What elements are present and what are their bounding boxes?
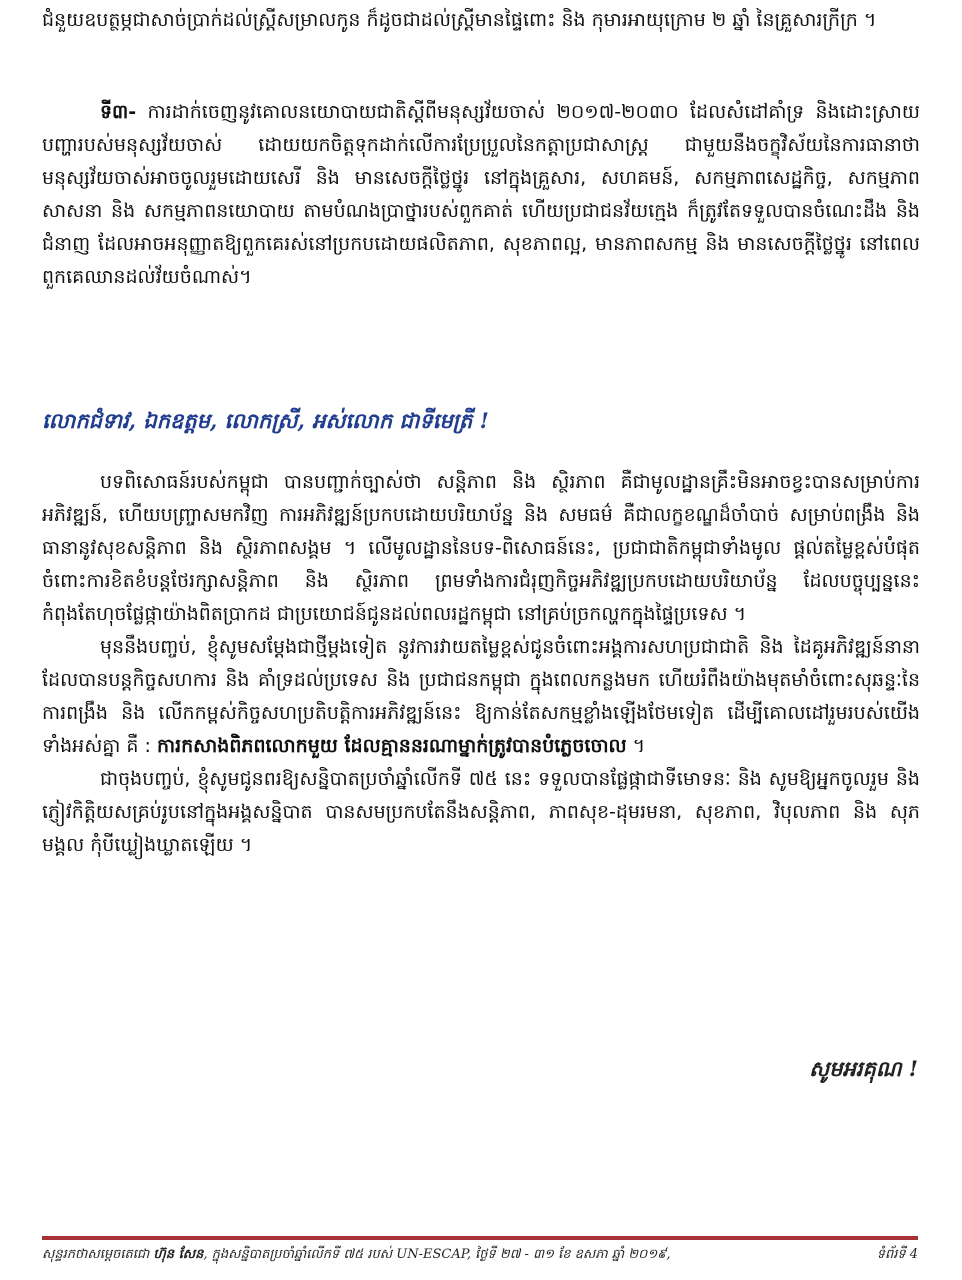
closing-paragraph: ជាចុងបញ្ចប់, ខ្ញុំសូមជូនពរឱ្យសន្និបាតប្រចាំឆ្នាំលើកទី ៧៥ នេះ ទទួលបានផ្លែផ្កាជាទីមោទនៈ និង សូមឱ្យអ្នកចូលរួម និង ភ្ញៀវកិត្តិយសគ្រប់រូបនៅក្នុងអង្គសន្និបាត បានសមប្រកបតែនឹងសន្តិភាព, ភាពសុខ-ដុមរមនា, សុខភាព, វិបុលភាព និង សុភមង្គល កុំបីឃ្លៀងឃ្លាតឡើយ ។ [42,768,920,856]
page-number: ទំព័រទី 4 [876,1247,918,1262]
thank-you-line: សូមអរគុណ ! [809,1056,918,1081]
opening-paragraph [42,4,920,37]
gratitude-end: ។ [626,735,646,757]
gratitude-paragraph [42,631,920,763]
footer-speaker-name: ហ៊ុន សែន [153,1247,204,1262]
gratitude-emphasis: ការកសាងពិភពលោកមួយ ដែលគ្មាននរណាម្នាក់ត្រូវបានបំភ្លេចចោល [156,735,627,757]
peace-paragraph: បទពិសោធន៍របស់កម្ពុជា បានបញ្ជាក់ច្បាស់ថា សន្តិភាព និង ស្ថិរភាព គឺជាមូលដ្ឋានគ្រឹះមិនអាចខ្វះបានសម្រាប់ការអភិវឌ្ឍន៍, ហើយបញ្ច្រាសមកវិញ ការអភិវឌ្ឍន៍ប្រកបដោយបរិយាប័ន្ន និង សមធម៌ គឺជាលក្ខខណ្ឌដ៏ចាំបាច់ សម្រាប់ពង្រឹង និង ធានានូវសុខសន្តិភាព និង ស្ថិរភាពសង្គម ។ លើមូលដ្ឋាននៃបទ-ពិសោធន៍នេះ, ប្រជាជាតិកម្ពុជាទាំងមូល ផ្តល់តម្លៃខ្ពស់បំផុតចំពោះការខិតខំបន្តថែរក្សាសន្តិភាព និង ស្ថិរភាព ព្រមទាំងការជំរុញកិច្ចអភិវឌ្ឍប្រកបដោយបរិយាប័ន្ន ដែលបច្ចុប្បន្ននេះ កំពុងតែហុចផ្លែផ្កាយ៉ាងពិតប្រាកដ ជាប្រយោជន៍ជូនដល់ពលរដ្ឋកម្ពុជា នៅគ្រប់ច្រកល្ហកក្នុងផ្ទៃប្រទេស ។ [42,471,920,625]
item-three-paragraph [42,96,920,294]
salutation-heading: លោកជំទាវ, ឯកឧត្តម, លោកស្រី, អស់លោក ជាទីមេត្រី ! [42,408,489,433]
item-three-body: ការដាក់ចេញនូវគោលនយោបាយជាតិស្តីពីមនុស្សវ័យចាស់ ២០១៧-២០៣០ ដែលសំដៅគាំទ្រ និងដោះស្រាយបញ្ហារបស់មនុស្សវ័យចាស់ ដោយយកចិត្តទុកដាក់លើការប្រែប្រួលនៃកត្តាប្រជាសាស្ត្រ ជាមួយនឹងចក្ខុវិស័យនៃការធានាថា មនុស្សវ័យចាស់អាចចូលរួមដោយសេរី និង មានសេចក្តីថ្លៃថ្នូរ នៅក្នុងគ្រួសារ, សហគមន៍, សកម្មភាពសេដ្ឋកិច្ច, សកម្មភាពសាសនា និង សកម្មភាពនយោបាយ តាមបំណងប្រាថ្នារបស់ពួកគាត់ ហើយប្រជាជនវ័យក្មេង ក៏ត្រូវតែទទួលបានចំណេះដឹង និង ជំនាញ ដែលអាចអនុញ្ញាតឱ្យពួកគេរស់នៅប្រកបដោយផលិតភាព, សុខភាពល្អ, មានភាពសកម្ម និង មានសេចក្តីថ្លៃថ្នូរ នៅពេលពួកគេឈានដល់វ័យចំណាស់។ [42,101,920,288]
footer-caption [42,1243,820,1267]
gratitude-text: មុននឹងបញ្ចប់, ខ្ញុំសូមសម្តែងជាថ្មីម្តងទៀត នូវការវាយតម្លៃខ្ពស់ជូនចំពោះអង្គការសហប្រជាជាតិ និង ដៃគូអភិវឌ្ឍន៍នានា ដែលបានបន្តកិច្ចសហការ និង គាំទ្រដល់ប្រទេស និង ប្រជាជនកម្ពុជា ក្នុងពេលកន្លងមក ហើយរំពឹងយ៉ាងមុតមាំចំពោះសុឆន្ទៈនៃការពង្រឹង និង លើកកម្ពស់កិច្ចសហប្រតិបត្តិការអភិវឌ្ឍន៍នេះ ឱ្យកាន់តែសកម្មខ្លាំងឡើងថែមទៀត ដើម្បីគោលដៅរួមរបស់យើងទាំងអស់គ្នា គឺ : [42,636,920,757]
footer-caption-end: , ក្នុងសន្និបាតប្រចាំឆ្នាំលើកទី ៧៥ របស់ UN-ESCAP, ថ្ងៃទី ២៧ - ៣១ ខែ ឧសភា ឆ្នាំ ២០១៩, [203,1247,671,1262]
item-three-number: ទី៣- [100,101,137,123]
footer-divider [42,1236,918,1240]
item-three-text [42,96,920,294]
footer-caption-start: សុន្ទរកថាសម្តេចតេជោ [42,1247,154,1262]
opening-paragraph-text: ជំនួយឧបត្ថម្ភជាសាច់ប្រាក់ដល់ស្ត្រីសម្រាលកូន ក៏ដូចជាដល់ស្ត្រីមានផ្ទៃពោះ និង កុមារអាយុក្រោម ២ ឆ្នាំ នៃគ្រួសារក្រីក្រ ។ [42,9,877,31]
main-body [42,466,920,862]
